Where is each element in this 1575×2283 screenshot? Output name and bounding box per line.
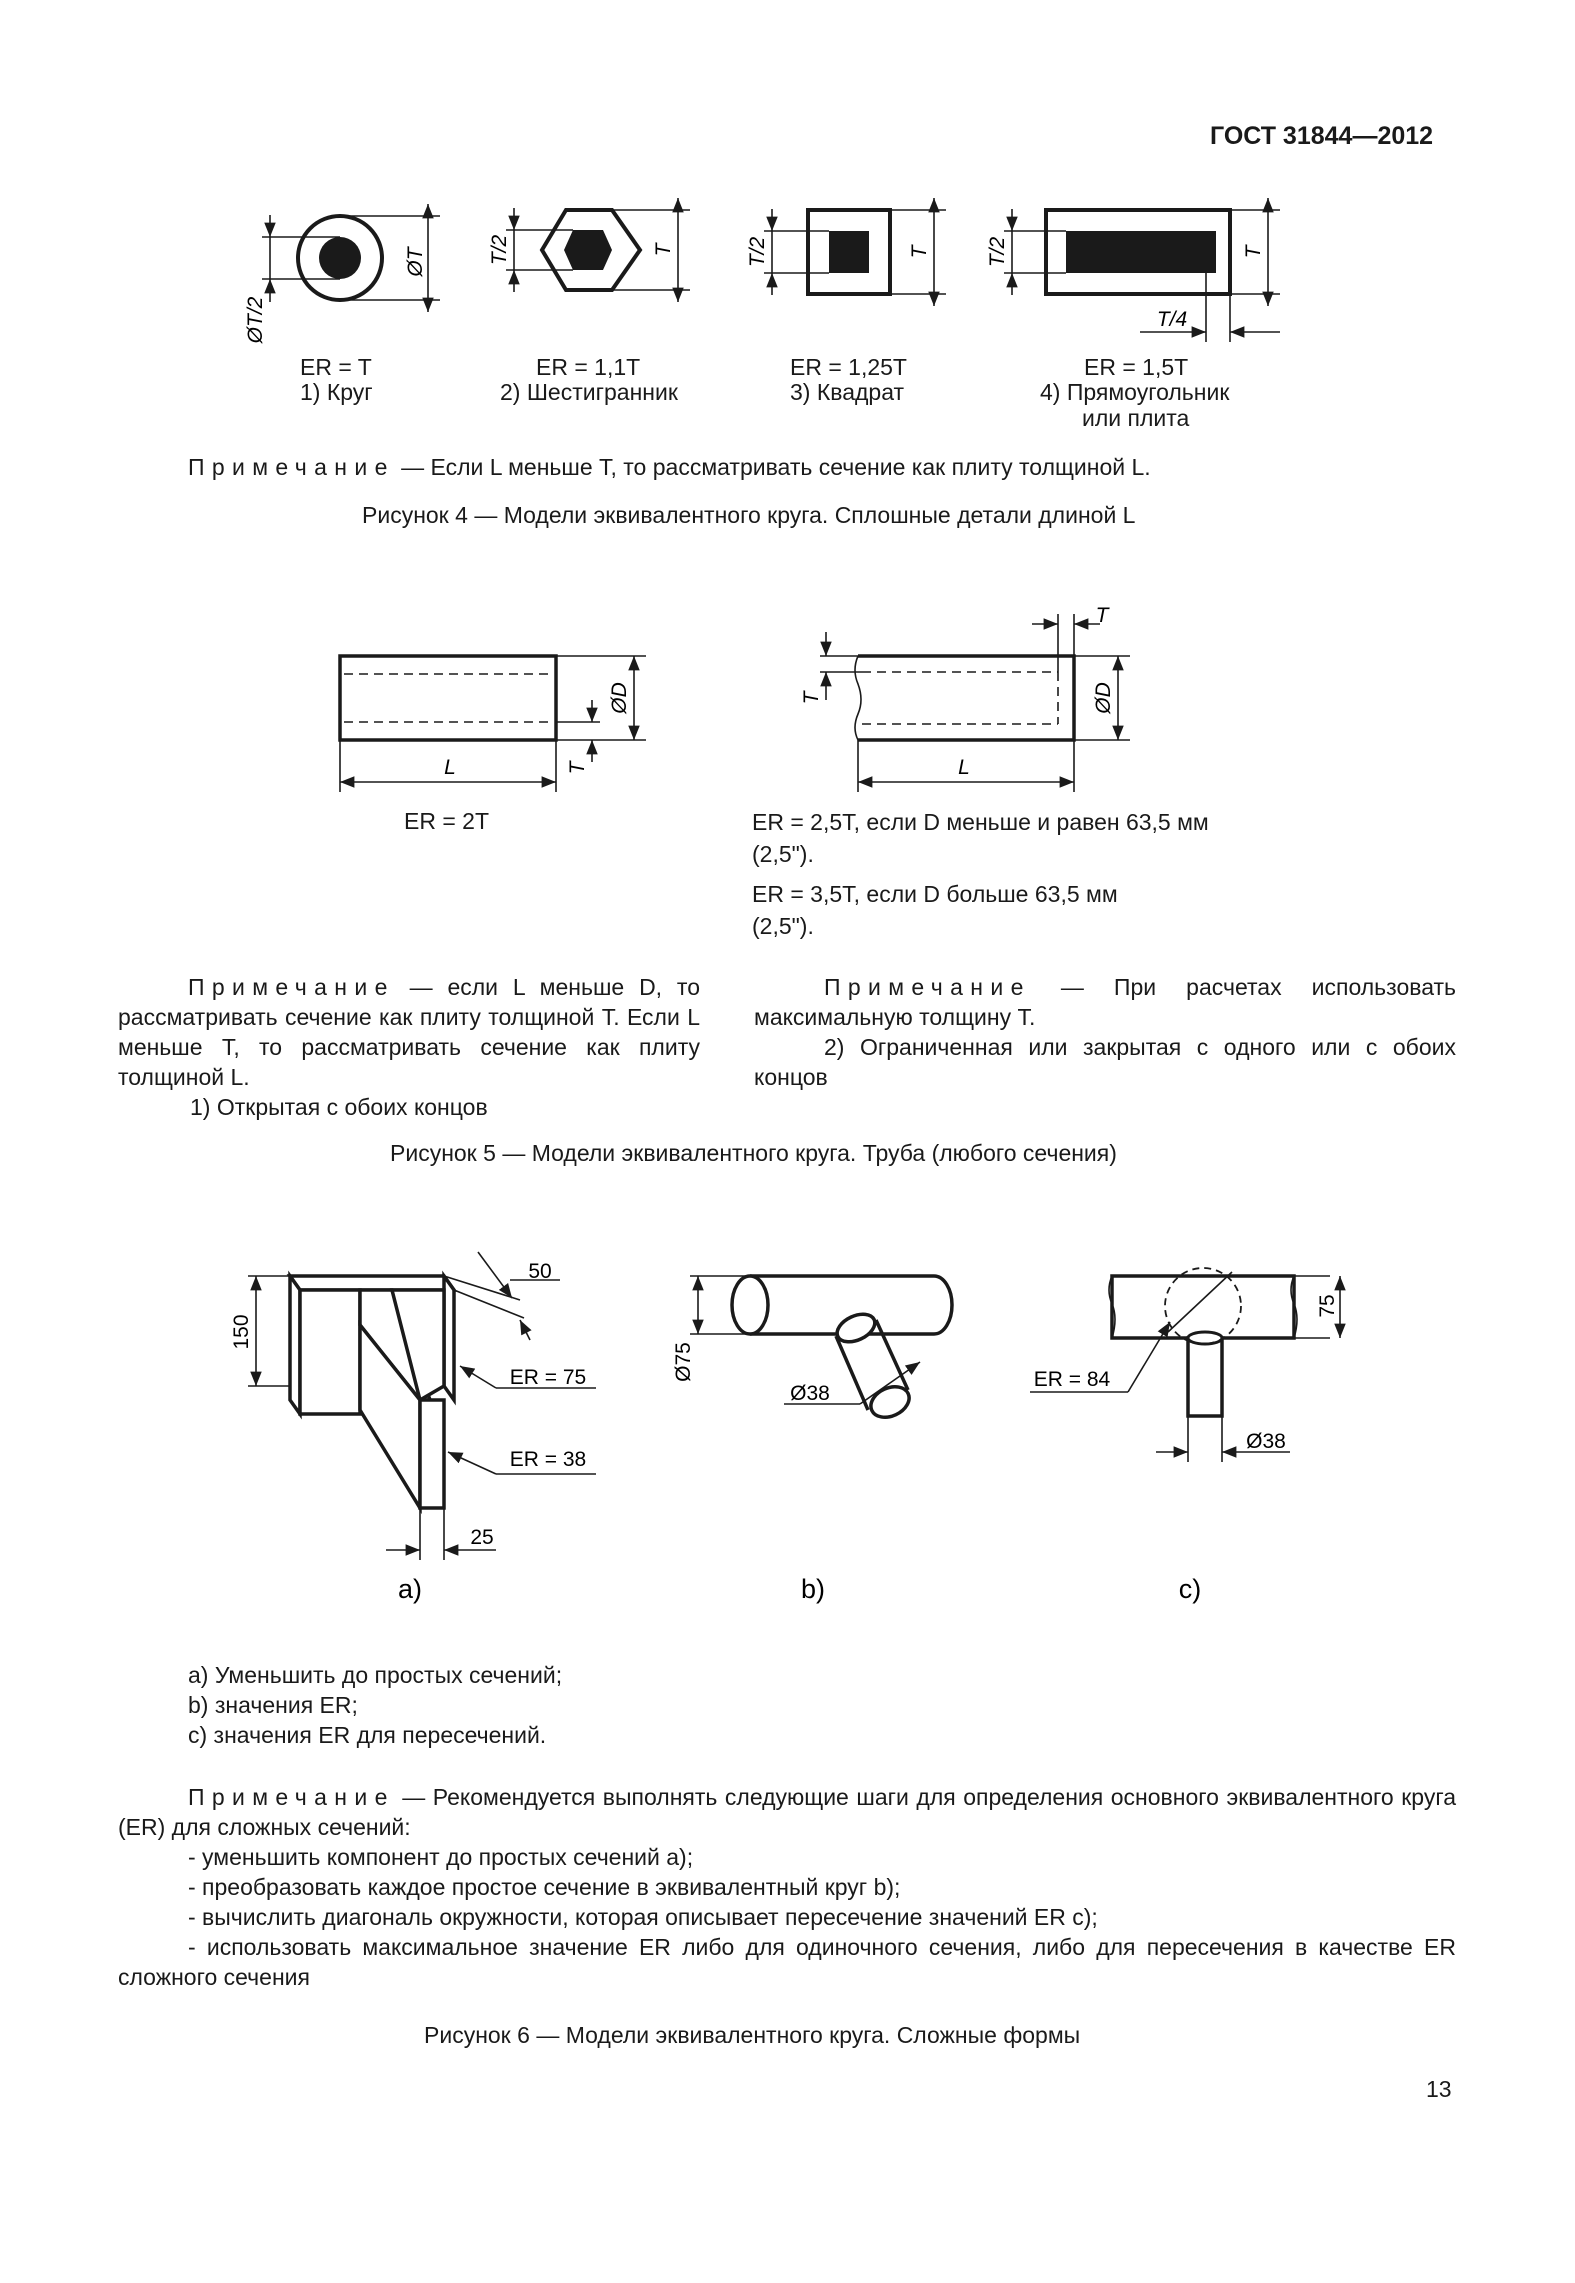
open-tube	[340, 656, 646, 792]
step-4: - использовать максимальное значение ER либо для одиночного сечения, либо для пересечения в качестве ER сложного сечения	[118, 1934, 1456, 1990]
circle-name-label: 1) Круг	[300, 379, 373, 405]
legend-item-a: а) Уменьшить до простых сечений;	[188, 1662, 563, 1688]
note-lead: Примечание	[188, 454, 395, 480]
figure-5-left-item: 1) Открытая с обоих концов	[190, 1094, 488, 1120]
open-tube-er-label: ER = 2T	[404, 808, 490, 834]
figure-5-right-note	[754, 972, 1456, 1032]
thickness-t-label: T	[566, 761, 589, 775]
complex-solid-a	[230, 1252, 596, 1560]
square-t-label: T	[908, 245, 931, 259]
fig6-note-lead: Примечание	[188, 1784, 395, 1810]
er-38-label: ER = 38	[509, 1448, 587, 1471]
hexagon-section	[488, 198, 690, 302]
closed-tube-er-line-1: ER = 2,5T, если D меньше и равен 63,5 мм	[752, 809, 1209, 835]
sub-label-b: b)	[800, 1574, 826, 1604]
sub-label-a: a)	[397, 1574, 423, 1604]
left-note-text: — если L меньше D, то рассматривать сечение как плиту толщиной T. Если L меньше T, то рассматривать сечение как плиту толщиной L.	[118, 974, 700, 1090]
cylinders-b	[672, 1276, 952, 1423]
figure-6-note	[118, 1782, 1456, 1842]
note-text: — Если L меньше T, то рассматривать сечение как плиту толщиной L.	[394, 454, 1151, 480]
figure-6-legend-list	[188, 1660, 562, 1750]
circle-er-label: ER = T	[300, 354, 372, 380]
hexagon-name-label: 2) Шестигранник	[500, 379, 678, 405]
rectangle-er-label: ER = 1,5T	[1084, 354, 1189, 380]
dia-t-half-label: ØT/2	[244, 296, 267, 344]
figure-6-caption: Рисунок 6 — Модели эквивалентного круга. Сложные формы	[424, 2022, 1081, 2048]
page-number: 13	[1426, 2076, 1452, 2102]
figure-5-left-note	[118, 972, 700, 1092]
figure-4-caption: Рисунок 4 — Модели эквивалентного круга. Сплошные детали длиной L	[362, 502, 1136, 528]
right-note-text: — При расчетах использовать максимальную толщину T.	[754, 974, 1456, 1030]
right-note-lead: Примечание	[824, 974, 1031, 1000]
figure-5-drawings	[330, 596, 1150, 796]
figure-6-drawings	[220, 1240, 1400, 1620]
square-er-label: ER = 1,25T	[790, 354, 907, 380]
length-l-label: L	[444, 756, 456, 779]
dim-dia75-label: Ø75	[672, 1342, 695, 1382]
figure-4-note	[188, 452, 1151, 482]
dim-50-label: 50	[528, 1260, 552, 1283]
square-section	[746, 198, 946, 306]
closed-length-l-label: L	[958, 756, 970, 779]
figure-4-drawings	[230, 190, 1350, 350]
hexagon-er-label: ER = 1,1T	[536, 354, 641, 380]
closed-tube-er-line-3: ER = 3,5T, если D больше 63,5 мм	[752, 881, 1118, 907]
circle-section	[244, 204, 440, 344]
rectangle-name-label: 4) Прямоугольник	[1040, 379, 1230, 405]
dim-150-label: 150	[230, 1314, 253, 1350]
dia-t-label: ØT	[404, 247, 427, 277]
step-1: - уменьшить компонент до простых сечений а);	[188, 1844, 694, 1870]
rect-t-quarter-label: T/4	[1156, 308, 1188, 331]
dim-25-label: 25	[470, 1526, 494, 1549]
closed-tube-er-block	[752, 806, 1312, 942]
intersection-c	[1030, 1268, 1340, 1462]
closed-tube	[800, 604, 1130, 792]
left-note-lead: Примечание	[188, 974, 395, 1000]
sub-label-c: c)	[1178, 1574, 1202, 1604]
dim-dia38-c-label: Ø38	[1246, 1430, 1286, 1453]
step-2: - преобразовать каждое простое сечение в эквивалентный круг b);	[188, 1874, 901, 1900]
closed-wall-t-label: T	[800, 691, 823, 705]
step-3: - вычислить диагональ окружности, которая описывает пересечение значений ER с);	[188, 1904, 1098, 1930]
dia-d-label: ØD	[608, 682, 631, 714]
rectangle-section	[986, 198, 1280, 342]
square-t-half-label: T/2	[746, 236, 769, 268]
hex-t-label: T	[652, 243, 675, 257]
dim-75-c-label: 75	[1316, 1294, 1339, 1318]
square-name-label: 3) Квадрат	[790, 379, 905, 405]
rect-t-label: T	[1242, 245, 1265, 259]
hex-t-half-label: T/2	[488, 234, 511, 266]
rectangle-name-label-2: или плита	[1082, 405, 1190, 431]
figure-6-steps	[118, 1842, 1456, 1992]
rect-t-half-label: T/2	[986, 236, 1009, 268]
closed-tube-er-line-4: (2,5").	[752, 913, 814, 939]
legend-item-c: c) значения ER для пересечений.	[188, 1722, 547, 1748]
legend-item-b: b) значения ER;	[188, 1692, 358, 1718]
er-75-label: ER = 75	[509, 1366, 587, 1389]
dim-dia38-b-label: Ø38	[790, 1382, 830, 1405]
er-84-label: ER = 84	[1033, 1368, 1111, 1391]
fig6-note-text: — Рекомендуется выполнять следующие шаги для определения основного эквивалентного круга (ER) для сложных сечений:	[118, 1784, 1456, 1840]
figure-5-right-item: 2) Ограниченная или закрытая с одного или с обоих концов	[754, 1034, 1456, 1090]
closed-end-t-label: T	[1095, 604, 1109, 627]
document-standard-number: ГОСТ 31844—2012	[1210, 122, 1434, 150]
closed-dia-d-label: ØD	[1092, 682, 1115, 714]
figure-5-caption: Рисунок 5 — Модели эквивалентного круга. Труба (любого сечения)	[390, 1140, 1117, 1166]
closed-tube-er-line-2: (2,5").	[752, 841, 814, 867]
